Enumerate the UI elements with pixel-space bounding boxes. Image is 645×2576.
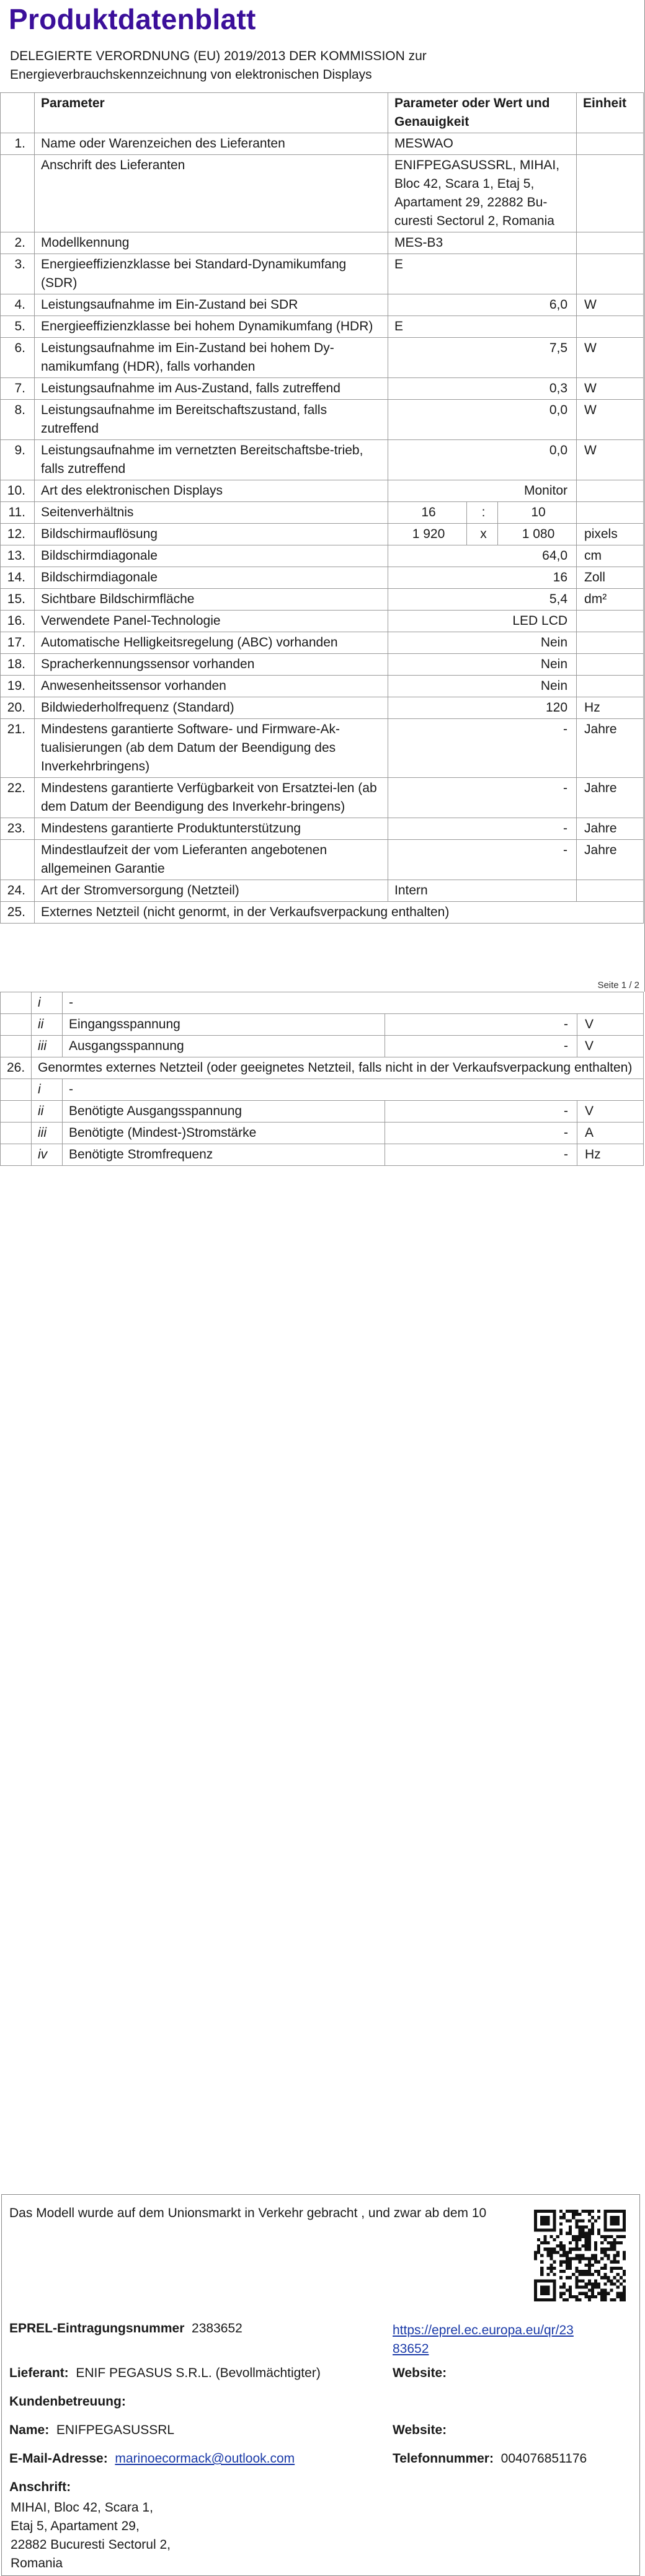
row-value: Nein bbox=[388, 676, 577, 697]
header-value: Parameter oder Wert und Genauigkeit bbox=[388, 93, 577, 133]
row-value: Monitor bbox=[388, 480, 577, 502]
phone-label: Telefonnummer: bbox=[393, 2451, 494, 2466]
row-parameter: Leistungsaufnahme im Ein-Zustand bei hohem Dy-namikumfang (HDR), falls vorhanden bbox=[35, 338, 388, 378]
page-title: Produktdatenblatt bbox=[9, 3, 256, 35]
row-value-separator: : bbox=[467, 502, 498, 524]
row-unit bbox=[577, 155, 644, 232]
row-value: ENIFPEGASUSSRL, MIHAI, Bloc 42, Scara 1, Etaj 5, Apartament 29, 22882 Bu-curesti Sectorul 2, Romania bbox=[388, 155, 577, 232]
row-number: 1. bbox=[1, 133, 35, 155]
sub-row-value: - bbox=[385, 1123, 577, 1144]
row-number: 12. bbox=[1, 524, 35, 545]
row-unit bbox=[577, 480, 644, 502]
sub-row-roman: ii bbox=[32, 1101, 63, 1123]
eprel-link[interactable] bbox=[393, 2321, 574, 2358]
supplier-value: ENIF PEGASUS S.R.L. (Bevollmächtigter) bbox=[76, 2366, 321, 2380]
row-number: 13. bbox=[1, 545, 35, 567]
row-unit: dm² bbox=[577, 589, 644, 611]
row-number: 5. bbox=[1, 316, 35, 338]
row-value: Nein bbox=[388, 632, 577, 654]
table-row bbox=[1, 654, 644, 676]
row-parameter: Spracherkennungssensor vorhanden bbox=[35, 654, 388, 676]
address-line: MIHAI, Bloc 42, Scara 1, bbox=[11, 2500, 153, 2515]
row-parameter: Mindestlaufzeit der vom Lieferanten angebotenen allgemeinen Garantie bbox=[35, 840, 388, 880]
row-value: E bbox=[388, 316, 577, 338]
row-unit bbox=[577, 232, 644, 254]
eprel-link-line-1[interactable]: https://eprel.ec.europa.eu/qr/23 bbox=[393, 2323, 574, 2337]
table-row bbox=[1, 589, 644, 611]
sub-row-indent bbox=[1, 1014, 32, 1036]
table-row bbox=[1, 440, 644, 480]
row-unit: Jahre bbox=[577, 719, 644, 778]
row-parameter: Seitenverhältnis bbox=[35, 502, 388, 524]
sub-row-unit: V bbox=[577, 1036, 644, 1057]
row-number bbox=[1, 840, 35, 880]
row-value: 0,0 bbox=[388, 440, 577, 480]
row-value: 16 bbox=[388, 567, 577, 589]
row-value: MESWAO bbox=[388, 133, 577, 155]
header-number bbox=[1, 93, 35, 133]
row-parameter: Modellkennung bbox=[35, 232, 388, 254]
sub-row-parameter: Benötigte Stromfrequenz bbox=[63, 1144, 385, 1166]
phone-line bbox=[393, 2451, 587, 2466]
website-label-1 bbox=[393, 2366, 447, 2381]
row-unit: W bbox=[577, 378, 644, 400]
row-value-a: 16 bbox=[388, 502, 467, 524]
customer-service-heading bbox=[9, 2394, 126, 2409]
name-value: ENIFPEGASUSSRL bbox=[56, 2423, 175, 2437]
row-number: 6. bbox=[1, 338, 35, 378]
row-parameter: Energieeffizienzklasse bei Standard-Dynamikumfang (SDR) bbox=[35, 254, 388, 294]
row-unit bbox=[577, 611, 644, 632]
sub-table-row bbox=[1, 1014, 644, 1036]
row-number: 15. bbox=[1, 589, 35, 611]
sub-row-indent bbox=[1, 1101, 32, 1123]
row-unit bbox=[577, 254, 644, 294]
sub-row-value: - bbox=[385, 1014, 577, 1036]
address-label: Anschrift: bbox=[9, 2480, 71, 2494]
table-row bbox=[1, 567, 644, 589]
row-value: Nein bbox=[388, 654, 577, 676]
sub-row-indent bbox=[1, 992, 32, 1014]
row-parameter: Mindestens garantierte Produktunterstützung bbox=[35, 818, 388, 840]
email-line bbox=[9, 2451, 295, 2466]
row-parameter: Sichtbare Bildschirmfläche bbox=[35, 589, 388, 611]
row-parameter: Bildschirmdiagonale bbox=[35, 567, 388, 589]
address-block bbox=[11, 2499, 171, 2573]
email-link[interactable]: marinoecormack@outlook.com bbox=[115, 2451, 295, 2466]
row-value-separator: x bbox=[467, 524, 498, 545]
row-value: 7,5 bbox=[388, 338, 577, 378]
sub-row-unit: A bbox=[577, 1123, 644, 1144]
row-unit bbox=[577, 632, 644, 654]
row-unit bbox=[577, 502, 644, 524]
sub-row-roman: i bbox=[32, 992, 63, 1014]
row-parameter: Automatische Helligkeitsregelung (ABC) vorhanden bbox=[35, 632, 388, 654]
row-parameter: Mindestens garantierte Verfügbarkeit von Ersatztei-len (ab dem Datum der Beendigung des Inverkehr-bringens) bbox=[35, 778, 388, 818]
product-data-table bbox=[0, 92, 644, 924]
sub-table-row bbox=[1, 1101, 644, 1123]
row-value: - bbox=[388, 818, 577, 840]
table-row bbox=[1, 632, 644, 654]
row-parameter: Art der Stromversorgung (Netzteil) bbox=[35, 880, 388, 902]
row-value: - bbox=[388, 778, 577, 818]
table-row bbox=[1, 480, 644, 502]
row-unit: Jahre bbox=[577, 818, 644, 840]
sub-row-parameter: - bbox=[63, 992, 644, 1014]
row-parameter: Genormtes externes Netzteil (oder geeignetes Netzteil, falls nicht in der Verkaufsverpackung enthalten) bbox=[32, 1057, 644, 1079]
row-unit: cm bbox=[577, 545, 644, 567]
table-row bbox=[1, 778, 644, 818]
eprel-link-line-2[interactable]: 83652 bbox=[393, 2342, 429, 2356]
qr-code-icon[interactable] bbox=[534, 2210, 626, 2301]
row-value: 0,0 bbox=[388, 400, 577, 440]
row-number: 24. bbox=[1, 880, 35, 902]
sub-table-row bbox=[1, 1079, 644, 1101]
table-row bbox=[1, 232, 644, 254]
row-parameter: Anwesenheitssensor vorhanden bbox=[35, 676, 388, 697]
row-unit: W bbox=[577, 400, 644, 440]
customer-service-label: Kundenbetreuung: bbox=[9, 2394, 126, 2409]
row-number: 3. bbox=[1, 254, 35, 294]
sub-table-row bbox=[1, 1123, 644, 1144]
row-unit: W bbox=[577, 338, 644, 378]
phone-value: 004076851176 bbox=[500, 2451, 587, 2466]
sub-row-roman: iv bbox=[32, 1144, 63, 1166]
row-value: 64,0 bbox=[388, 545, 577, 567]
row-unit bbox=[577, 676, 644, 697]
header-unit: Einheit bbox=[577, 93, 644, 133]
table-row bbox=[1, 378, 644, 400]
row-number: 17. bbox=[1, 632, 35, 654]
address-line: Romania bbox=[11, 2556, 63, 2570]
sub-row-roman: ii bbox=[32, 1014, 63, 1036]
sub-row-parameter: - bbox=[63, 1079, 644, 1101]
sub-row-value: - bbox=[385, 1101, 577, 1123]
row-number: 8. bbox=[1, 400, 35, 440]
table-row bbox=[1, 818, 644, 840]
header-parameter: Parameter bbox=[35, 93, 388, 133]
row-parameter: Name oder Warenzeichen des Lieferanten bbox=[35, 133, 388, 155]
row-value-b: 10 bbox=[498, 502, 577, 524]
supplier-line bbox=[9, 2366, 321, 2381]
table-row bbox=[1, 400, 644, 440]
row-value: MES-B3 bbox=[388, 232, 577, 254]
row-parameter: Externes Netzteil (nicht genormt, in der Verkaufsverpackung enthalten) bbox=[35, 902, 644, 924]
table-row bbox=[1, 880, 644, 902]
row-number: 22. bbox=[1, 778, 35, 818]
sub-row-roman: iii bbox=[32, 1123, 63, 1144]
supplier-info-box bbox=[1, 2194, 640, 2576]
market-placement-text: Das Modell wurde auf dem Unionsmarkt in Verkehr gebracht , und zwar ab dem 10 bbox=[9, 2206, 487, 2220]
row-unit bbox=[577, 654, 644, 676]
row-unit: Hz bbox=[577, 697, 644, 719]
table-row bbox=[1, 676, 644, 697]
row-number: 21. bbox=[1, 719, 35, 778]
sub-row-parameter: Ausgangsspannung bbox=[63, 1036, 385, 1057]
table-row bbox=[1, 545, 644, 567]
sub-row-indent bbox=[1, 1079, 32, 1101]
row-parameter: Leistungsaufnahme im vernetzten Bereitschaftsbe-trieb, falls zutreffend bbox=[35, 440, 388, 480]
row-parameter: Bildwiederholfrequenz (Standard) bbox=[35, 697, 388, 719]
name-label: Name: bbox=[9, 2423, 50, 2437]
sub-row-parameter: Benötigte (Mindest-)Stromstärke bbox=[63, 1123, 385, 1144]
sub-table-row bbox=[1, 1036, 644, 1057]
table-row bbox=[1, 697, 644, 719]
row-unit: Jahre bbox=[577, 778, 644, 818]
sub-row-parameter: Eingangsspannung bbox=[63, 1014, 385, 1036]
sub-row-parameter: Benötigte Ausgangsspannung bbox=[63, 1101, 385, 1123]
website-label-2 bbox=[393, 2423, 447, 2438]
page-number: Seite 1 / 2 bbox=[597, 980, 639, 990]
website-label-2-text: Website: bbox=[393, 2423, 447, 2437]
table-row bbox=[1, 155, 644, 232]
table-row bbox=[1, 338, 644, 378]
row-unit: W bbox=[577, 440, 644, 480]
sub-row-indent bbox=[1, 1036, 32, 1057]
website-label-1-text: Website: bbox=[393, 2366, 447, 2380]
table-row bbox=[1, 254, 644, 294]
sub-table-row bbox=[1, 992, 644, 1014]
row-number: 4. bbox=[1, 294, 35, 316]
row-number bbox=[1, 155, 35, 232]
table-row bbox=[1, 611, 644, 632]
row-unit: W bbox=[577, 294, 644, 316]
table-row bbox=[1, 316, 644, 338]
row-number: 7. bbox=[1, 378, 35, 400]
sub-row-unit: V bbox=[577, 1101, 644, 1123]
table-row bbox=[1, 902, 644, 924]
address-heading bbox=[9, 2480, 71, 2495]
row-parameter: Art des elektronischen Displays bbox=[35, 480, 388, 502]
row-value-b: 1 080 bbox=[498, 524, 577, 545]
email-label: E-Mail-Adresse: bbox=[9, 2451, 108, 2466]
row-value: - bbox=[388, 840, 577, 880]
row-number: 19. bbox=[1, 676, 35, 697]
table-row bbox=[1, 294, 644, 316]
sub-table-row bbox=[1, 1144, 644, 1166]
power-supply-table bbox=[0, 992, 644, 1166]
row-parameter: Leistungsaufnahme im Aus-Zustand, falls zutreffend bbox=[35, 378, 388, 400]
address-line: 22882 Bucuresti Sectorul 2, bbox=[11, 2538, 171, 2552]
row-value: 6,0 bbox=[388, 294, 577, 316]
row-parameter: Anschrift des Lieferanten bbox=[35, 155, 388, 232]
supplier-label: Lieferant: bbox=[9, 2366, 69, 2380]
row-number: 9. bbox=[1, 440, 35, 480]
row-number: 25. bbox=[1, 902, 35, 924]
row-parameter: Verwendete Panel-Technologie bbox=[35, 611, 388, 632]
table-row bbox=[1, 524, 644, 545]
row-parameter: Mindestens garantierte Software- und Firmware-Ak-tualisierungen (ab dem Datum der Beendigung des Inverkehrbringens) bbox=[35, 719, 388, 778]
row-number: 20. bbox=[1, 697, 35, 719]
page-1 bbox=[0, 0, 645, 992]
table-row bbox=[1, 719, 644, 778]
row-number: 26. bbox=[1, 1057, 32, 1079]
sub-row-value: - bbox=[385, 1144, 577, 1166]
row-value-a: 1 920 bbox=[388, 524, 467, 545]
row-parameter: Leistungsaufnahme im Bereitschaftszustand, falls zutreffend bbox=[35, 400, 388, 440]
row-value: - bbox=[388, 719, 577, 778]
row-unit bbox=[577, 133, 644, 155]
row-number: 23. bbox=[1, 818, 35, 840]
row-parameter: Bildschirmdiagonale bbox=[35, 545, 388, 567]
row-unit: Jahre bbox=[577, 840, 644, 880]
row-value: 0,3 bbox=[388, 378, 577, 400]
row-value: 120 bbox=[388, 697, 577, 719]
row-number: 10. bbox=[1, 480, 35, 502]
row-number: 16. bbox=[1, 611, 35, 632]
sub-row-indent bbox=[1, 1144, 32, 1166]
row-value: Intern bbox=[388, 880, 577, 902]
row-unit bbox=[577, 880, 644, 902]
row-unit: pixels bbox=[577, 524, 644, 545]
sub-row-value: - bbox=[385, 1036, 577, 1057]
name-line bbox=[9, 2423, 174, 2438]
row-value: 5,4 bbox=[388, 589, 577, 611]
page-2 bbox=[0, 992, 645, 2570]
row-unit: Zoll bbox=[577, 567, 644, 589]
row-number: 18. bbox=[1, 654, 35, 676]
table-row bbox=[1, 502, 644, 524]
subtitle-line-1: DELEGIERTE VERORDNUNG (EU) 2019/2013 DER KOMMISSION zur bbox=[10, 49, 427, 63]
sub-row-roman: i bbox=[32, 1079, 63, 1101]
regulation-subtitle bbox=[10, 47, 630, 84]
eprel-number bbox=[9, 2321, 242, 2336]
sub-row-unit: Hz bbox=[577, 1144, 644, 1166]
table-row bbox=[1, 840, 644, 880]
sub-row-indent bbox=[1, 1123, 32, 1144]
row-number: 14. bbox=[1, 567, 35, 589]
address-line: Etaj 5, Apartament 29, bbox=[11, 2519, 140, 2533]
eprel-label: EPREL-Eintragungsnummer bbox=[9, 2321, 185, 2336]
row-number: 2. bbox=[1, 232, 35, 254]
subtitle-line-2: Energieverbrauchskennzeichnung von elektronischen Displays bbox=[10, 68, 372, 82]
row-parameter: Leistungsaufnahme im Ein-Zustand bei SDR bbox=[35, 294, 388, 316]
row-number: 11. bbox=[1, 502, 35, 524]
table-header-row bbox=[1, 93, 644, 133]
sub-row-unit: V bbox=[577, 1014, 644, 1036]
row-value: LED LCD bbox=[388, 611, 577, 632]
row-value: E bbox=[388, 254, 577, 294]
eprel-value: 2383652 bbox=[192, 2321, 242, 2336]
sub-row-roman: iii bbox=[32, 1036, 63, 1057]
row-parameter: Energieeffizienzklasse bei hohem Dynamikumfang (HDR) bbox=[35, 316, 388, 338]
table-row bbox=[1, 133, 644, 155]
row-unit bbox=[577, 316, 644, 338]
sub-table-row bbox=[1, 1057, 644, 1079]
row-parameter: Bildschirmauflösung bbox=[35, 524, 388, 545]
